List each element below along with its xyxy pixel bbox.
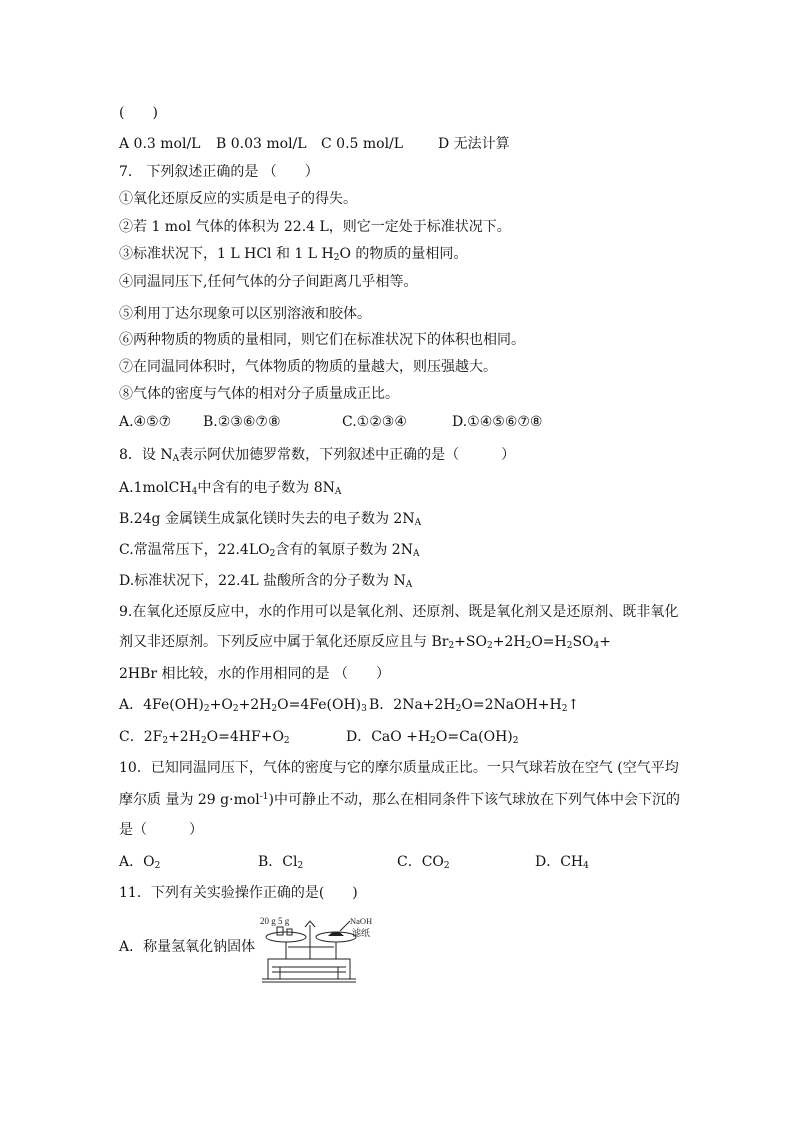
q7-item-5: ⑤利用丁达尔现象可以区别溶液和胶体。 (119, 306, 371, 322)
q8-option-a: A.1molCH$_4$中含有的电子数为 $8N_A$ (119, 480, 342, 497)
q9-option-c: C．$2F_2+2H_2O=4HF+O_2$ (119, 729, 290, 746)
scale-weights-label: 20 g 5 g (260, 916, 290, 926)
q10-option-b: B．$Cl_2$ (258, 854, 304, 871)
q10-option-d: D．$CH_4$ (535, 854, 589, 871)
scale-filter-paper-label: 滤纸 (352, 929, 371, 939)
q8-option-d: D.标准状况下，22.4L 盐酸所含的分子数为 $N_A$ (119, 573, 413, 590)
q7-item-4: ④同温同压下,任何气体的分子间距离几乎相等。 (119, 274, 418, 290)
q6-option-b: B 0.03 mol/L (216, 136, 307, 152)
q9-line-1: 9.在氧化还原反应中，水的作用可以是氧化剂、还原剂、既是氧化剂又是还原剂、既非氧化 (119, 604, 679, 620)
q8-option-c: C.常温常压下，$22.4LO_2$含有的氧原子数为 $2N_A$ (119, 542, 420, 559)
q7-item-7: ⑦在同温同体积时，气体物质的物质的量越大，则压强越大。 (119, 359, 497, 375)
balance-scale-figure (258, 915, 383, 991)
q6-option-a: A 0.3 mol/L (119, 136, 201, 152)
q7-item-3: ③标准状况下，1 L HCl 和 1 L $H_2O$ 的物质的量相同。 (119, 246, 468, 263)
q6-option-d: D 无法计算 (438, 136, 510, 152)
q7-item-1: ①氧化还原反应的实质是电子的得失。 (119, 191, 357, 207)
q10-option-a: A．$O_2$ (119, 854, 161, 871)
q9-option-a: A．$4Fe(OH)_2+O_2+2H_2O=4Fe(OH)_3$ (119, 697, 367, 714)
q9-line-2: 剂又非还原剂。下列反应中属于氧化还原反应且与 $Br_2+SO_2+2H_2O=H_2SO_4+$ (119, 634, 612, 651)
q7-stem: 7． 下列叙述正确的是 （ ） (119, 164, 319, 180)
q7-option-c: C.①②③④ (342, 414, 407, 430)
q11-option-a: A．称量氢氧化钠固体 (119, 939, 256, 955)
q11-stem: 11．下列有关实验操作正确的是( ) (119, 885, 358, 901)
q7-option-d: D.①④⑤⑥⑦⑧ (452, 414, 543, 430)
q8-option-b: B.24g 金属镁生成氯化镁时失去的电子数为 $2N_A$ (119, 511, 422, 528)
q10-line-3: 是（ ） (119, 822, 203, 838)
balance-scale-icon (258, 915, 383, 987)
scale-naoh-label: NaOH (350, 916, 373, 926)
q10-line-1: 10．已知同温同压下，气体的密度与它的摩尔质量成正比。一只气球若放在空气 (空气平均 (119, 760, 679, 776)
q7-item-2: ②若 1 mol 气体的体积为 22.4 L，则它一定处于标准状况下。 (119, 219, 511, 235)
q7-item-8: ⑧气体的密度与气体的相对分子质量成正比。 (119, 386, 399, 402)
q6-paren: ( ) (119, 105, 158, 121)
q10-line-2: 摩尔质 量为 29 g·mol$^{-1}$)中可静止不动，那么在相同条件下该气球放在下列气体中会下沉的 (119, 792, 681, 808)
q9-line-3: 2HBr 相比较，水的作用相同的是 （ ） (119, 666, 390, 682)
q10-option-c: C．$CO_2$ (397, 854, 450, 871)
q7-item-6: ⑥两种物质的物质的量相同，则它们在标准状况下的体积也相同。 (119, 332, 525, 348)
q9-option-d: D．CaO $+H_2O=Ca(OH)_2$ (346, 729, 519, 746)
q6-option-c: C 0.5 mol/L (321, 136, 404, 152)
q7-option-a: A.④⑤⑦ (119, 414, 172, 430)
q9-option-b: B．$2Na+2H_2O=2NaOH+H_2↑$ (369, 697, 580, 714)
q7-option-b: B.②③⑥⑦⑧ (203, 414, 281, 430)
q8-stem: 8．设 $N_A$表示阿伏加德罗常数，下列叙述中正确的是（ ） (119, 447, 516, 464)
